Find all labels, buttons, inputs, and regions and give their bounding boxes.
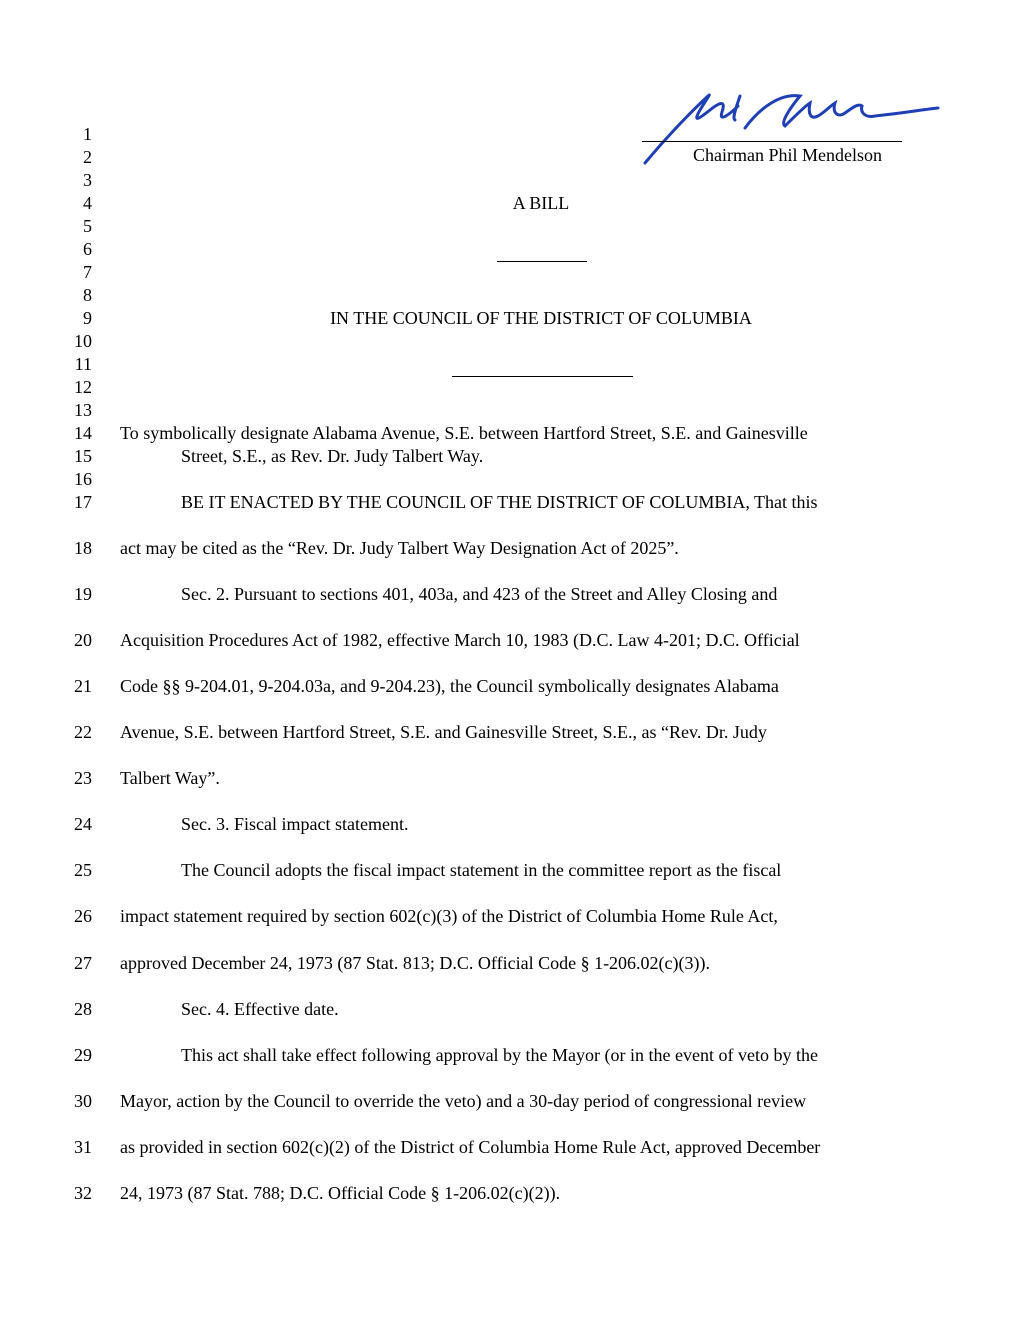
line-number: 27	[74, 953, 92, 973]
line-number: 12	[74, 377, 92, 397]
line-number: 31	[74, 1137, 92, 1157]
line-number: 29	[74, 1045, 92, 1065]
line-number: 30	[74, 1091, 92, 1111]
body-line: Code §§ 9-204.01, 9-204.03a, and 9-204.23), the Council symbolically designates Alabama	[120, 676, 779, 696]
line-number: 14	[74, 423, 92, 443]
line-number: 23	[74, 768, 92, 788]
line-number: 6	[83, 239, 92, 259]
bill-number-blank	[497, 261, 587, 262]
line-number: 2	[83, 147, 92, 167]
signer-name: Chairman Phil Mendelson	[693, 145, 882, 165]
line-number: 19	[74, 584, 92, 604]
line-number: 7	[83, 262, 92, 282]
body-line: act may be cited as the “Rev. Dr. Judy Talbert Way Designation Act of 2025”.	[120, 538, 679, 558]
body-line: Acquisition Procedures Act of 1982, effective March 10, 1983 (D.C. Law 4-201; D.C. Official	[120, 630, 800, 650]
line-number: 11	[74, 354, 92, 374]
line-number: 5	[83, 216, 92, 236]
signature-line	[642, 141, 902, 142]
body-line: 24, 1973 (87 Stat. 788; D.C. Official Code § 1-206.02(c)(2)).	[120, 1183, 561, 1203]
line-number: 9	[83, 308, 92, 328]
line-number: 25	[74, 860, 92, 880]
line-number: 13	[74, 400, 92, 420]
line-number: 8	[83, 285, 92, 305]
line-number: 21	[74, 676, 92, 696]
body-line: impact statement required by section 602(c)(3) of the District of Columbia Home Rule Act,	[120, 906, 778, 926]
line-number: 10	[74, 331, 92, 351]
line-number: 17	[74, 492, 92, 512]
line-number: 15	[74, 446, 92, 466]
section-4-heading: Sec. 4. Effective date.	[181, 999, 339, 1019]
line-number: 22	[74, 722, 92, 742]
line-number: 28	[74, 999, 92, 1019]
line-number: 4	[83, 193, 92, 213]
section-2-text: Sec. 2. Pursuant to sections 401, 403a, and 423 of the Street and Alley Closing and	[181, 584, 778, 604]
body-line: approved December 24, 1973 (87 Stat. 813; D.C. Official Code § 1-206.02(c)(3)).	[120, 953, 711, 973]
body-line: This act shall take effect following approval by the Mayor (or in the event of veto by the	[181, 1045, 818, 1065]
line-number: 24	[74, 814, 92, 834]
purpose-line-1: To symbolically designate Alabama Avenue, S.E. between Hartford Street, S.E. and Gainesville	[120, 423, 808, 443]
line-number: 32	[74, 1183, 92, 1203]
line-number: 20	[74, 630, 92, 650]
line-number: 3	[83, 170, 92, 190]
body-line: as provided in section 602(c)(2) of the District of Columbia Home Rule Act, approved December	[120, 1137, 821, 1157]
purpose-line-2: Street, S.E., as Rev. Dr. Judy Talbert Way.	[181, 446, 484, 466]
line-number: 16	[74, 469, 92, 489]
enacting-clause: BE IT ENACTED BY THE COUNCIL OF THE DISTRICT OF COLUMBIA, That this	[181, 492, 818, 512]
line-number: 1	[83, 124, 92, 144]
body-line: Avenue, S.E. between Hartford Street, S.E. and Gainesville Street, S.E., as “Rev. Dr. Judy	[120, 722, 767, 742]
bill-heading: A BILL	[512, 193, 570, 213]
body-line: Mayor, action by the Council to override the veto) and a 30-day period of congressional review	[120, 1091, 807, 1111]
council-heading: IN THE COUNCIL OF THE DISTRICT OF COLUMBIA	[330, 308, 752, 328]
section-3-heading: Sec. 3. Fiscal impact statement.	[181, 814, 409, 834]
line-number: 26	[74, 906, 92, 926]
body-line: Talbert Way”.	[120, 768, 220, 788]
introducer-blank	[452, 376, 633, 377]
body-line: The Council adopts the fiscal impact statement in the committee report as the fiscal	[181, 860, 782, 880]
line-number: 18	[74, 538, 92, 558]
